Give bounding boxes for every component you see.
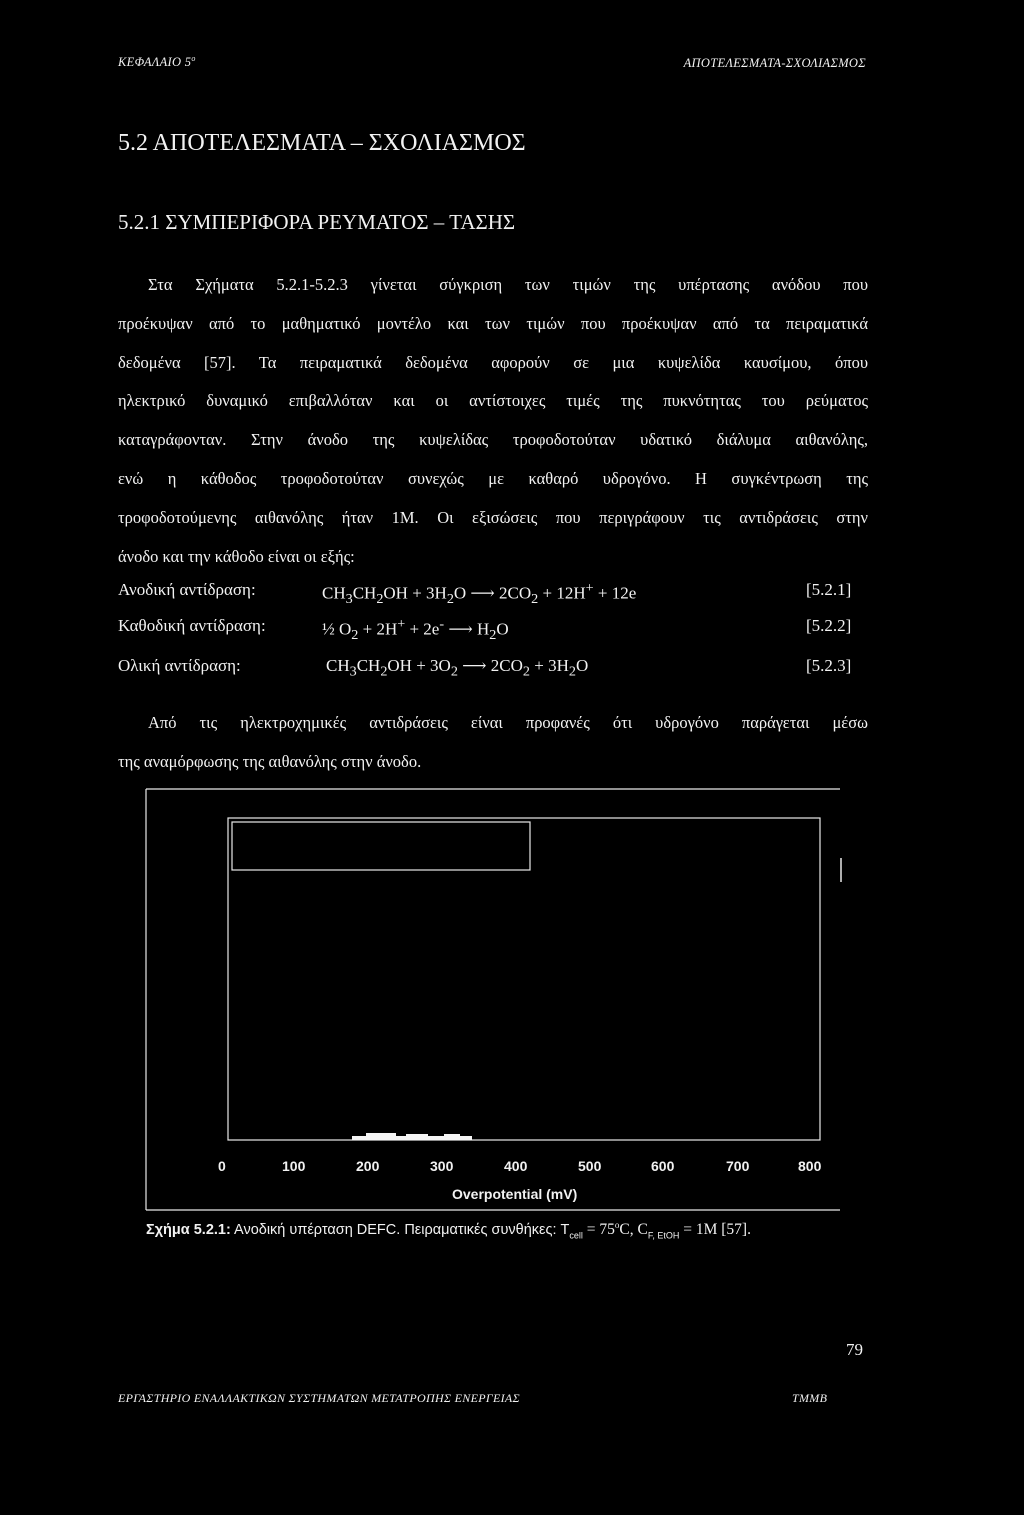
running-header-section: ΑΠΟΤΕΛΕΣΜΑΤΑ-ΣΧΟΛΙΑΣΜΟΣ: [683, 56, 866, 70]
subsection-title: 5.2.1 ΣΥΜΠΕΡΙΦΟΡΑ ΡΕΥΜΑΤΟΣ – ΤΑΣΗΣ: [118, 210, 516, 234]
paragraph-line: προέκυψαν από το μαθηματικό μοντέλο και των τιμών που προέκυψαν από τα πειραματικά: [118, 313, 868, 333]
x-axis-label: Overpotential (mV): [452, 1186, 578, 1202]
x-tick-labels: [190, 1158, 870, 1178]
x-tick-label: 800: [798, 1158, 822, 1174]
equation-anodic: $CH_3CH_2OH + 3H_2O$ ⟶ $2CO_2 + 12H^+ + 12e$: [322, 580, 637, 608]
paragraph-line: καταγράφονταν. Στην άνοδο της κυψελίδας τροφοδοτούταν υδατικό διάλυμα αιθανόλης,: [118, 430, 868, 450]
x-tick-label: 400: [504, 1158, 528, 1174]
x-tick-label: 600: [651, 1158, 675, 1174]
equation-label-cathodic: Καθοδική αντίδραση:: [118, 616, 266, 635]
paragraph-line: ενώ η κάθοδος τροφοδοτούταν συνεχώς με καθαρό υδρογόνο. Η συγκέντρωση της: [118, 468, 868, 488]
x-tick-label: 0: [218, 1158, 226, 1174]
page-number: 79: [846, 1340, 863, 1359]
equation-number: [5.2.2]: [806, 616, 852, 635]
equation-cathodic: ½ $O_2 + 2H^+ + 2e^-$ ⟶ $H_2O$: [322, 616, 509, 644]
figure-caption: Σχήμα 5.2.1: Ανοδική υπέρταση DEFC. Πειραματικές συνθήκες: $T_{cell} = 75^oC$, $C_{F, EtOH} = 1M$ [57].: [146, 1220, 751, 1241]
equation-label-overall: Ολική αντίδραση:: [118, 656, 241, 675]
equation-number: [5.2.3]: [806, 656, 852, 675]
plot-area-frame: [228, 818, 820, 1140]
x-tick-label: 100: [282, 1158, 306, 1174]
x-tick-label: 700: [726, 1158, 750, 1174]
running-header-chapter: ΚΕΦΑΛΑΙΟ $5^o$: [118, 54, 196, 70]
legend-box: [232, 822, 530, 870]
paragraph-line: δεδομένα [57]. Τα πειραματικά δεδομένα αφορούν σε μια κυψελίδα καυσίμου, όπου: [118, 352, 868, 372]
footer-lab-name: ΕΡΓΑΣΤΗΡΙΟ ΕΝΑΛΛΑΚΤΙΚΩΝ ΣΥΣΤΗΜΑΤΩΝ ΜΕΤΑΤΡΟΠΗΣ ΕΝΕΡΓΕΙΑΣ: [118, 1391, 520, 1405]
paragraph-line: ηλεκτρικό δυναμικό επιβαλλόταν και οι αντίστοιχες τιμές της πυκνότητας του ρεύματος: [118, 391, 868, 411]
paragraph-line: άνοδο και την κάθοδο είναι οι εξής:: [118, 546, 355, 566]
equation-number: [5.2.1]: [806, 580, 852, 599]
caption-prefix: Σχήμα 5.2.1:: [146, 1222, 231, 1239]
data-trace: [352, 1133, 472, 1140]
footer-dept: ΤΜΜΒ: [792, 1391, 828, 1405]
paragraph-line: Στα Σχήματα 5.2.1-5.2.3 γίνεται σύγκριση των τιμών της υπέρτασης ανόδου που: [148, 275, 868, 294]
equation-label-anodic: Ανοδική αντίδραση:: [118, 580, 256, 599]
x-tick-label: 200: [356, 1158, 380, 1174]
paragraph-line: τροφοδοτούμενης αιθανόλης ήταν 1Μ. Οι εξισώσεις που περιγράφουν τις αντιδράσεις στην: [118, 507, 868, 527]
equation-overall: $CH_3CH_2OH + 3O_2$ ⟶ $2CO_2 + 3H_2O$: [326, 656, 589, 680]
x-tick-label: 500: [578, 1158, 602, 1174]
section-title: 5.2 ΑΠΟΤΕΛΕΣΜΑΤΑ – ΣΧΟΛΙΑΣΜΟΣ: [118, 130, 526, 156]
x-tick-label: 300: [430, 1158, 454, 1174]
paragraph-line: Από τις ηλεκτροχημικές αντιδράσεις είναι προφανές ότι υδρογόνο παράγεται μέσω: [148, 713, 868, 732]
paragraph-line: της αναμόρφωσης της αιθανόλης στην άνοδο.: [118, 751, 422, 771]
